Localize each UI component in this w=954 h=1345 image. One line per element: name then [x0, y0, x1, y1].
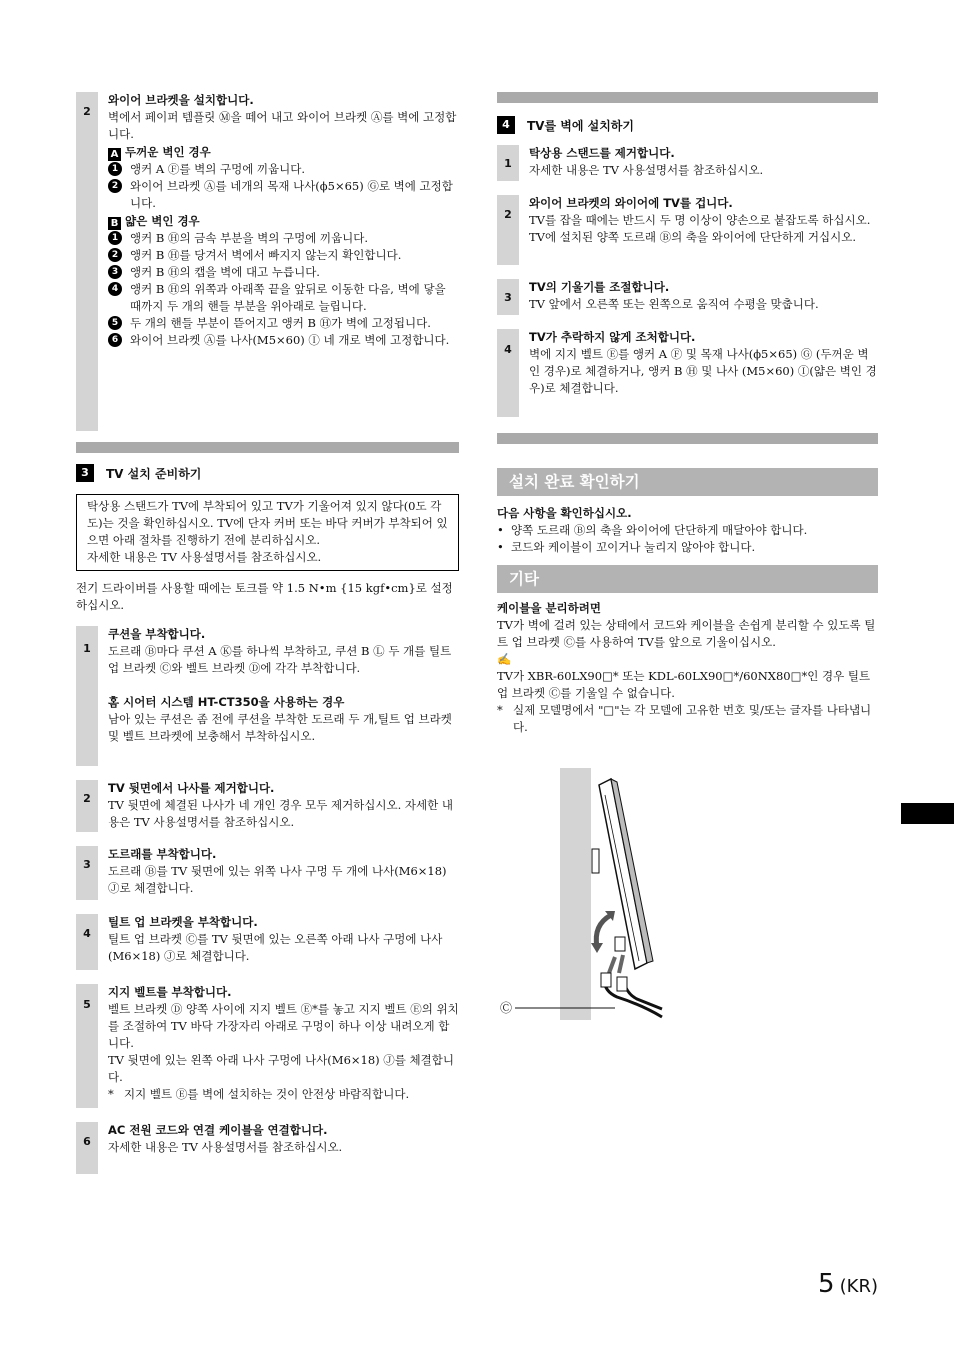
step-title: 와이어 브라켓을 설치합니다. — [108, 93, 254, 107]
step-item: 5 지지 벨트를 부착합니다. 벨트 브라켓 Ⓓ 양쪽 사이에 지지 벨트 Ⓔ*를 놓고 지지 벨트 Ⓔ의 위치를 조절하여 TV 바닥 가장자리 아래로 구멍이 하나 이상 내려오게 합니다. TV 뒷면에 있는 왼쪽 아래 나사 구멍에 나사(M6×18) Ⓙ를 체결합니다. * 지지 벨트 Ⓔ를 벽에 설치하는 것이 안전상 바람직합니다. — [76, 984, 459, 1108]
step-item: 2 TV 뒷면에서 나사를 제거합니다. TV 뒷면에 체결된 나사가 네 개인 경우 모두 제거하십시오. 자세한 내용은 TV 사용설명서를 참조하십시오. — [76, 780, 459, 832]
step-subtext: 남아 있는 쿠션은 좀 전에 쿠션을 부착한 도르래 두 개,틸트 업 브라켓 및 벨트 브라켓에 보충해서 부착하십시오. — [108, 712, 452, 743]
tilt-arrow-icon — [596, 915, 611, 947]
step-title: 탁상용 스탠드를 제거합니다. — [529, 146, 675, 160]
callout-label: Ⓒ — [500, 1001, 513, 1015]
section-number: 3 — [76, 464, 94, 482]
section-heading: 기타 — [497, 565, 878, 593]
note-pencil-icon: ✍ — [497, 652, 512, 666]
step-item: 2 와이어 브라켓의 와이어에 TV를 겁니다. TV를 잡을 때에는 반드시 두 명 이상이 양손으로 붙잡도록 하십시오. TV에 설치된 양쪽 도르래 Ⓑ의 축을 와이어에 단단하게 거십시오. — [497, 195, 878, 265]
step-subtitle: 홈 시어터 시스템 HT-CT350을 사용하는 경우 — [108, 695, 345, 709]
step-title: 쿠션을 부착합니다. — [108, 627, 206, 641]
other-text: TV가 벽에 걸려 있는 상태에서 코드와 케이블을 손쉽게 분리할 수 있도록 틸트 업 브라켓 Ⓒ를 사용하여 TV를 앞으로 기울이십시오. — [497, 618, 876, 649]
list-item: • 코드와 케이블이 꼬이거나 눌리지 않아야 합니다. — [497, 540, 756, 554]
step-title: 도르래를 부착합니다. — [108, 847, 217, 861]
tilt-bracket-shape — [615, 937, 625, 951]
step-text: 벨트 브라켓 Ⓓ 양쪽 사이에 지지 벨트 Ⓔ*를 놓고 지지 벨트 Ⓔ의 위치를 조절하여 TV 바닥 가장자리 아래로 구멍이 하나 이상 내려오게 합니다. — [108, 1002, 459, 1050]
step-text: 자세한 내용은 TV 사용설명서를 참조하십시오. — [529, 163, 764, 177]
list-item: 4 앵커 B Ⓗ의 위쪽과 아래쪽 끝을 앞뒤로 이동한 다음, 벽에 닿을 때까지 두 개의 핸들 부분을 위아래로 늘립니다. — [108, 281, 459, 315]
number-circle-icon: 2 — [108, 248, 122, 262]
number-circle-icon: 6 — [108, 333, 122, 347]
torque-note: 전기 드라이버를 사용할 때에는 토크를 약 1.5 N•m {15 kgf•cm}로 설정하십시오. — [76, 581, 453, 612]
section-header — [76, 464, 459, 482]
step-item: 4 TV가 추락하지 않게 조처합니다. 벽에 지지 벨트 Ⓔ를 앵커 A Ⓕ 및 목재 나사(ϕ5×65) Ⓖ (두꺼운 벽인 경우)로 체결하거나, 앵커 B Ⓗ 및 나사 (M5×60) Ⓘ(얇은 벽인 경우)로 체결합니다. — [497, 329, 878, 417]
number-circle-icon: 2 — [108, 179, 122, 193]
label-a-icon: A — [108, 148, 121, 161]
check-section — [497, 468, 878, 736]
other-subtitle: 케이블을 분리하려면 — [497, 601, 601, 615]
step-item: 4 틸트 업 브라켓을 부착합니다. 틸트 업 브라켓 Ⓒ를 TV 뒷면에 있는 오른쪽 아래 나사 구멍에 나사(M6×18) Ⓙ로 체결합니다. — [76, 914, 459, 970]
section-3 — [76, 464, 459, 1188]
step-title: 와이어 브라켓의 와이어에 TV를 겁니다. — [529, 196, 733, 210]
step-title: TV 뒷면에서 나사를 제거합니다. — [108, 781, 275, 795]
section-4 — [497, 116, 878, 431]
section-header — [497, 116, 878, 134]
step-title: 틸트 업 브라켓을 부착합니다. — [108, 915, 258, 929]
step-text-2: TV 뒷면에 있는 왼쪽 아래 나사 구멍에 나사(M6×18) Ⓙ를 체결합니다. — [108, 1053, 454, 1084]
number-circle-icon: 1 — [108, 231, 122, 245]
page-number: 5 (KR) — [818, 1269, 878, 1299]
step-title: TV의 기울기를 조절합니다. — [529, 280, 670, 294]
unplug-arrow-icon — [609, 957, 615, 973]
list-item: 6 와이어 브라켓 Ⓐ를 나사(M5×60) Ⓘ 네 개로 벽에 고정합니다. — [108, 332, 459, 349]
list-item: 1 앵커 B Ⓗ의 금속 부분을 벽의 구멍에 끼웁니다. — [108, 230, 459, 247]
step-item: 1 쿠션을 부착합니다. 도르래 Ⓑ마다 쿠션 A Ⓚ를 하나씩 부착하고, 쿠션 B Ⓛ 두 개를 틸트 업 브라켓 Ⓒ와 벨트 브라켓 Ⓓ에 각각 부착합니다. 홈 시어터 시스템 HT-CT350을 사용하는 경우 남아 있는 쿠션은 좀 전에 쿠션을 부착한 도르래 두 개,틸트 업 브라켓 및 벨트 브라켓에 보충해서 부착하십시오. — [76, 626, 459, 766]
number-circle-icon: 3 — [108, 265, 122, 279]
step-text: 벽에 지지 벨트 Ⓔ를 앵커 A Ⓕ 및 목재 나사(ϕ5×65) Ⓖ (두꺼운 벽인 경우)로 체결하거나, 앵커 B Ⓗ 및 나사 (M5×60) Ⓘ(얇은 벽인 경우)로 체결합니다. — [529, 347, 877, 395]
step-item: 1 탁상용 스탠드를 제거합니다. 자세한 내용은 TV 사용설명서를 참조하십시오. — [497, 145, 878, 181]
footnote: * 실제 모델명에서 "□"는 각 모델에 고유한 번호 및/또는 글자를 나타냅니다. — [497, 703, 872, 734]
section-heading: 설치 완료 확인하기 — [497, 468, 878, 496]
tv-tilt-illustration — [497, 765, 667, 1025]
step-text: TV 앞에서 오른쪽 또는 왼쪽으로 움직여 수평을 맞춥니다. — [529, 297, 819, 311]
step-number-bar: 2 — [76, 92, 98, 431]
step-title: 지지 벨트를 부착합니다. — [108, 985, 232, 999]
list-item: • 양쪽 도르래 Ⓑ의 축을 와이어에 단단하게 매달아야 합니다. — [497, 523, 808, 537]
step-title: TV가 추락하지 않게 조처합니다. — [529, 330, 696, 344]
step-title: AC 전원 코드와 연결 케이블을 연결합니다. — [108, 1123, 328, 1137]
list-item: 3 앵커 B Ⓗ의 캡을 벽에 대고 누릅니다. — [108, 264, 459, 281]
step-text: 도르래 Ⓑ를 TV 뒷면에 있는 위쪽 나사 구멍 두 개에 나사(M6×18) Ⓙ로 체결합니다. — [108, 864, 447, 895]
step-item: 6 AC 전원 코드와 연결 케이블을 연결합니다. 자세한 내용은 TV 사용설명서를 참조하십시오. — [76, 1122, 459, 1174]
step-text: 틸트 업 브라켓 Ⓒ를 TV 뒷면에 있는 오른쪽 아래 나사 구멍에 나사(M6×18) Ⓙ로 체결합니다. — [108, 932, 443, 963]
label-b-icon: B — [108, 217, 121, 230]
section-divider — [497, 92, 878, 103]
step-footnote: * 지지 벨트 Ⓔ를 벽에 설치하는 것이 안전상 바람직합니다. — [108, 1087, 410, 1101]
number-circle-icon: 4 — [108, 282, 122, 296]
check-lead: 다음 사항을 확인하십시오. — [497, 506, 632, 520]
section-title: TV 설치 준비하기 — [106, 466, 202, 481]
step-text: 벽에서 페이퍼 템플릿 Ⓜ을 떼어 내고 와이어 브라켓 Ⓐ를 벽에 고정합니다. — [108, 110, 457, 141]
pulley-bracket-shape — [592, 849, 599, 873]
plug-shape — [601, 973, 611, 987]
case-b-title: B 얇은 벽인 경우 — [108, 213, 459, 230]
step-item: 3 TV의 기울기를 조절합니다. TV 앞에서 오른쪽 또는 왼쪽으로 움직여 수평을 맞춥니다. — [497, 279, 878, 315]
notice-box: 탁상용 스탠드가 TV에 부착되어 있고 TV가 기울어져 있지 않다(0도 각도)는 것을 확인하십시오. TV에 단자 커버 또는 바닥 커버가 부착되어 있으면 아래 절차를 진행하기 전에 분리하십시오. 자세한 내용은 TV 사용설명서를 참조하십시오. — [76, 494, 459, 571]
step-text: 도르래 Ⓑ마다 쿠션 A Ⓚ를 하나씩 부착하고, 쿠션 B Ⓛ 두 개를 틸트 업 브라켓 Ⓒ와 벨트 브라켓 Ⓓ에 각각 부착합니다. — [108, 644, 452, 675]
list-item: 2 앵커 B Ⓗ를 당겨서 벽에서 빠지지 않는지 확인합니다. — [108, 247, 459, 264]
list-item: 5 두 개의 핸들 부분이 뜯어지고 앵커 B Ⓗ가 벽에 고정됩니다. — [108, 315, 459, 332]
other-note: TV가 XBR-60LX90□* 또는 KDL-60LX90□*/60NX80□*인 경우 틸트 업 브라켓 Ⓒ를 기울일 수 없습니다. — [497, 669, 871, 700]
step-text: TV 뒷면에 체결된 나사가 네 개인 경우 모두 제거하십시오. 자세한 내용은 TV 사용설명서를 참조하십시오. — [108, 798, 454, 829]
step-item: 3 도르래를 부착합니다. 도르래 Ⓑ를 TV 뒷면에 있는 위쪽 나사 구멍 두 개에 나사(M6×18) Ⓙ로 체결합니다. — [76, 846, 459, 900]
section-divider — [497, 433, 878, 444]
number-circle-icon: 1 — [108, 162, 122, 176]
section-divider — [76, 442, 459, 453]
tv-shape — [599, 779, 653, 969]
number-circle-icon: 5 — [108, 316, 122, 330]
section-number: 4 — [497, 116, 515, 134]
section-title: TV를 벽에 설치하기 — [527, 118, 634, 133]
step-text: 자세한 내용은 TV 사용설명서를 참조하십시오. — [108, 1140, 343, 1154]
case-a-title: A 두꺼운 벽인 경우 — [108, 144, 459, 161]
step-text: TV를 잡을 때에는 반드시 두 명 이상이 양손으로 붙잡도록 하십시오. TV에 설치된 양쪽 도르래 Ⓑ의 축을 와이어에 단단하게 거십시오. — [529, 213, 871, 244]
list-item: 1 앵커 A Ⓕ를 벽의 구멍에 끼웁니다. — [108, 161, 459, 178]
thumb-tab-marker — [901, 803, 954, 824]
list-item: 2 와이어 브라켓 Ⓐ를 네개의 목재 나사(ϕ5×65) Ⓖ로 벽에 고정합니다. — [108, 178, 459, 212]
wall-shape — [560, 768, 591, 1020]
left-step-2 — [76, 92, 459, 431]
